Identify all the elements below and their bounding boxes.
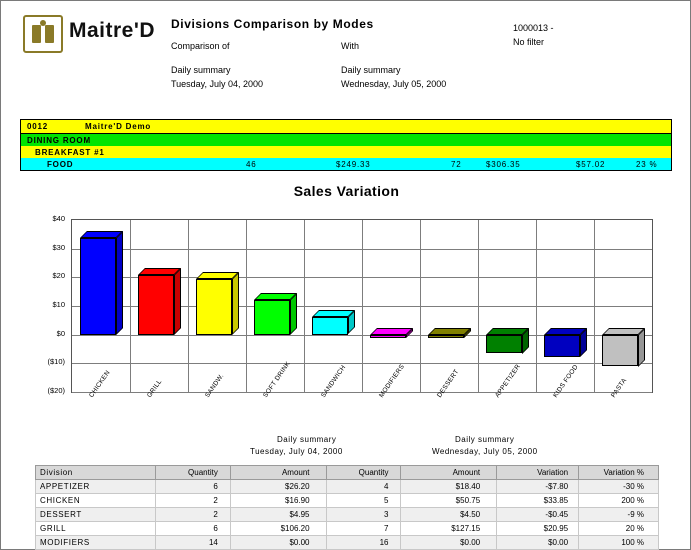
x-axis-labels (71, 360, 651, 433)
y-tick-label: ($20) (47, 386, 65, 395)
gridline-v (420, 220, 421, 392)
divisions-table (35, 465, 659, 550)
sub-right-date: Wednesday, July 05, 2000 (432, 447, 538, 456)
table-column-header: Variation % (579, 466, 659, 480)
table-cell: 6 (155, 522, 230, 536)
bar-top (370, 328, 413, 335)
gridline-v (594, 220, 595, 392)
table-cell: 2 (155, 508, 230, 522)
food-qty1: 46 (246, 160, 257, 169)
table-row (36, 494, 659, 508)
food-label: FOOD (47, 160, 74, 169)
bar-top (602, 328, 645, 335)
bar-front (370, 335, 406, 338)
table-cell: $4.95 (230, 508, 326, 522)
table-cell: 6 (155, 480, 230, 494)
food-band (20, 158, 672, 171)
x-tick-label: APPETIZER (494, 363, 523, 400)
gridline-v (478, 220, 479, 392)
y-tick-label: $20 (52, 271, 65, 281)
filter-label: No filter (513, 37, 545, 47)
x-tick-label: DESSERT (436, 368, 461, 400)
table-cell: 4 (326, 480, 401, 494)
sub-right-mode: Daily summary (455, 435, 515, 444)
report-header (1, 1, 690, 109)
bar-side (174, 268, 181, 335)
table-column-header: Amount (401, 466, 497, 480)
gridline-v (536, 220, 537, 392)
bar-side (290, 293, 297, 335)
table-cell: APPETIZER (36, 480, 156, 494)
bar-top (544, 328, 587, 335)
table-row (36, 522, 659, 536)
gridline-v (246, 220, 247, 392)
table-cell: $26.20 (230, 480, 326, 494)
room-name: DINING ROOM (27, 136, 91, 145)
store-name: Maitre'D Demo (85, 122, 152, 131)
right-mode: Daily summary (341, 65, 401, 75)
gridline-v (304, 220, 305, 392)
chart-bar (80, 238, 116, 335)
left-date: Tuesday, July 04, 2000 (171, 79, 264, 89)
x-tick-label: MODIFIERS (378, 363, 407, 400)
y-tick-label: $40 (52, 214, 65, 223)
table-row (36, 508, 659, 522)
x-tick-label: GRILL (146, 378, 164, 400)
table-row (36, 480, 659, 494)
chart-bar (370, 335, 406, 338)
chart-bar (428, 335, 464, 338)
table-cell: 2 (155, 494, 230, 508)
chart-bar (544, 335, 580, 357)
bar-front (80, 238, 116, 335)
room-band (20, 134, 672, 146)
bar-side (116, 231, 123, 335)
table-cell: $0.00 (497, 536, 579, 550)
report-id: 1000013 - (513, 23, 554, 33)
with-label: With (341, 41, 359, 51)
meal-band (20, 146, 672, 158)
table-cell: $127.15 (401, 522, 497, 536)
table-cell: -9 % (579, 508, 659, 522)
chart-bar (602, 335, 638, 367)
chart-bar (312, 317, 348, 334)
x-tick-label: KIDS FOOD (552, 363, 581, 400)
comparison-of-label: Comparison of (171, 41, 230, 51)
meal-period: BREAKFAST #1 (35, 148, 105, 157)
page-title: Divisions Comparison by Modes (171, 17, 374, 31)
x-tick-label: PASTA (610, 377, 629, 400)
y-tick-label: $10 (52, 300, 65, 309)
store-band (20, 119, 672, 134)
bar-front (138, 275, 174, 335)
bar-front (312, 317, 348, 334)
table-cell: $0.00 (230, 536, 326, 550)
table-column-header: Variation (497, 466, 579, 480)
bar-front (544, 335, 580, 357)
sales-variation-chart (23, 207, 671, 417)
food-qty2: 72 (451, 160, 462, 169)
bar-front (602, 335, 638, 367)
table-cell: $20.95 (497, 522, 579, 536)
table-column-header: Amount (230, 466, 326, 480)
food-amount2: $306.35 (486, 160, 521, 169)
book-logo-icon (23, 15, 63, 53)
bar-top (196, 272, 239, 279)
table-cell: 14 (155, 536, 230, 550)
food-amount1: $249.33 (336, 160, 371, 169)
food-variation: $57.02 (576, 160, 606, 169)
detail-table-wrap (35, 435, 659, 550)
sub-left-date: Tuesday, July 04, 2000 (250, 447, 343, 456)
chart-title: Sales Variation (293, 183, 400, 199)
table-cell: $33.85 (497, 494, 579, 508)
right-date: Wednesday, July 05, 2000 (341, 79, 447, 89)
table-header-row (36, 466, 659, 480)
gridline-v (188, 220, 189, 392)
table-cell: 7 (326, 522, 401, 536)
table-cell: $0.00 (401, 536, 497, 550)
table-cell: GRILL (36, 522, 156, 536)
bar-front (486, 335, 522, 354)
table-cell: $4.50 (401, 508, 497, 522)
y-tick-label: $0 (56, 328, 65, 338)
bar-top (312, 310, 355, 317)
table-cell: $106.20 (230, 522, 326, 536)
bar-top (486, 328, 529, 335)
x-tick-label: SANDWICH (320, 364, 348, 400)
bar-top (80, 231, 123, 238)
table-column-header: Quantity (155, 466, 230, 480)
table-cell: CHICKEN (36, 494, 156, 508)
store-code: 0012 (27, 122, 48, 131)
gridline-v (362, 220, 363, 392)
summary-banner (20, 119, 672, 171)
bar-side (232, 272, 239, 335)
table-column-header: Division (36, 466, 156, 480)
x-tick-label: SANDW. (204, 372, 226, 400)
chart-plot-area (71, 219, 653, 393)
chart-bar (254, 300, 290, 335)
bar-top (254, 293, 297, 300)
table-cell: 3 (326, 508, 401, 522)
y-tick-label: ($10) (47, 357, 65, 367)
table-cell: -30 % (579, 480, 659, 494)
table-cell: 16 (326, 536, 401, 550)
chart-bar (196, 279, 232, 335)
table-cell: $50.75 (401, 494, 497, 508)
table-column-header: Quantity (326, 466, 401, 480)
table-cell: -$0.45 (497, 508, 579, 522)
bar-top (428, 328, 471, 335)
bar-front (196, 279, 232, 335)
left-mode: Daily summary (171, 65, 231, 75)
table-cell: 5 (326, 494, 401, 508)
table-cell: DESSERT (36, 508, 156, 522)
sub-left-mode: Daily summary (277, 435, 337, 444)
y-tick-label: $30 (52, 242, 65, 252)
bar-front (254, 300, 290, 335)
bar-top (138, 268, 181, 275)
table-cell: 100 % (579, 536, 659, 550)
table-cell: -$7.80 (497, 480, 579, 494)
food-variation-pct: 23 % (636, 160, 658, 169)
table-row (36, 536, 659, 550)
table-cell: 200 % (579, 494, 659, 508)
table-subheaders (35, 435, 659, 465)
table-body (36, 480, 659, 550)
x-tick-label: CHICKEN (88, 369, 113, 400)
chart-bar (138, 275, 174, 335)
brand-name: Maitre'D (69, 19, 156, 42)
gridline-v (130, 220, 131, 392)
table-cell: 20 % (579, 522, 659, 536)
table-cell: MODIFIERS (36, 536, 156, 550)
table-cell: $18.40 (401, 480, 497, 494)
table-cell: $16.90 (230, 494, 326, 508)
bar-front (428, 335, 464, 338)
x-tick-label: SOFT DRINK (262, 360, 293, 400)
chart-bar (486, 335, 522, 354)
